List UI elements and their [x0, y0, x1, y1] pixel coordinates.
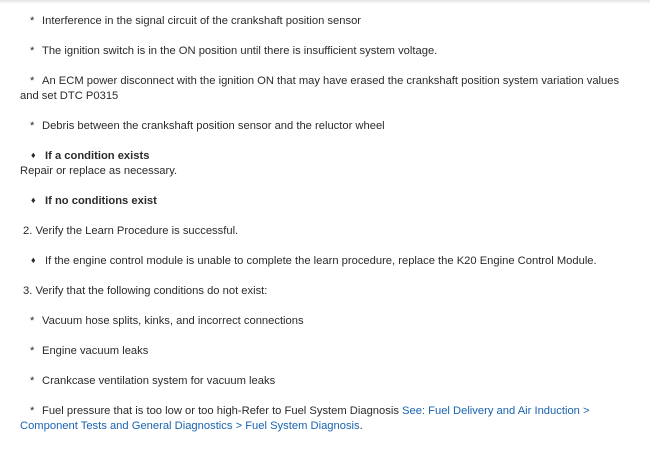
bullet-star: * — [30, 315, 35, 327]
list-item-text: Crankcase ventilation system for vacuum leaks — [42, 375, 276, 387]
list-item — [20, 344, 622, 359]
list-item-text: The ignition switch is in the ON position until there is insufficient system voltage. — [42, 45, 438, 57]
fuel-pressure-end: . — [359, 420, 363, 432]
diamond-bullet-icon: ♦ — [31, 195, 36, 205]
list-item-text: Vacuum hose splits, kinks, and incorrect connections — [42, 315, 304, 327]
list-item — [20, 14, 622, 29]
list-item — [20, 314, 622, 329]
step-3: 3. Verify that the following conditions do not exist: — [23, 285, 268, 297]
no-conditions-heading — [20, 194, 622, 209]
list-item — [20, 374, 622, 389]
step-2-bullet — [20, 254, 622, 269]
diamond-bullet-icon: ♦ — [31, 150, 36, 160]
condition-action: Repair or replace as necessary. — [20, 165, 178, 177]
list-item-text: An ECM power disconnect with the ignition ON that may have erased the crankshaft position system variation values and set DTC P0315 — [20, 75, 620, 102]
top-shadow-bar — [0, 0, 650, 4]
fuel-pressure-text: Fuel pressure that is too low or too high-Refer to Fuel System Diagnosis — [42, 405, 403, 417]
list-item-text: Interference in the signal circuit of the crankshaft position sensor — [42, 15, 362, 27]
bullet-star: * — [30, 75, 35, 87]
list-item-text: Engine vacuum leaks — [42, 345, 149, 357]
condition-exists-heading — [20, 149, 622, 164]
bullet-star: * — [30, 375, 35, 387]
diamond-bullet-icon: ♦ — [31, 255, 36, 265]
step-2: 2. Verify the Learn Procedure is successful. — [23, 225, 239, 237]
condition-heading-text: If a condition exists — [45, 150, 150, 162]
list-item — [20, 44, 622, 59]
bullet-star: * — [30, 405, 35, 417]
list-item — [20, 74, 622, 104]
no-conditions-heading-text: If no conditions exist — [45, 195, 157, 207]
list-item-text: Debris between the crankshaft position sensor and the reluctor wheel — [42, 120, 385, 132]
bullet-star: * — [30, 15, 35, 27]
list-item — [20, 119, 622, 134]
bullet-star: * — [30, 345, 35, 357]
list-item — [20, 404, 620, 434]
bullet-star: * — [30, 45, 35, 57]
bullet-star: * — [30, 120, 35, 132]
step-2-bullet-text: If the engine control module is unable to complete the learn procedure, replace the K20 Engine Control Module. — [45, 255, 597, 267]
fuel-system-diagnosis-link[interactable]: See: Fuel Delivery and Air Induction > Component Tests and General Diagnostics > Fuel System Diagnosis — [20, 405, 590, 432]
